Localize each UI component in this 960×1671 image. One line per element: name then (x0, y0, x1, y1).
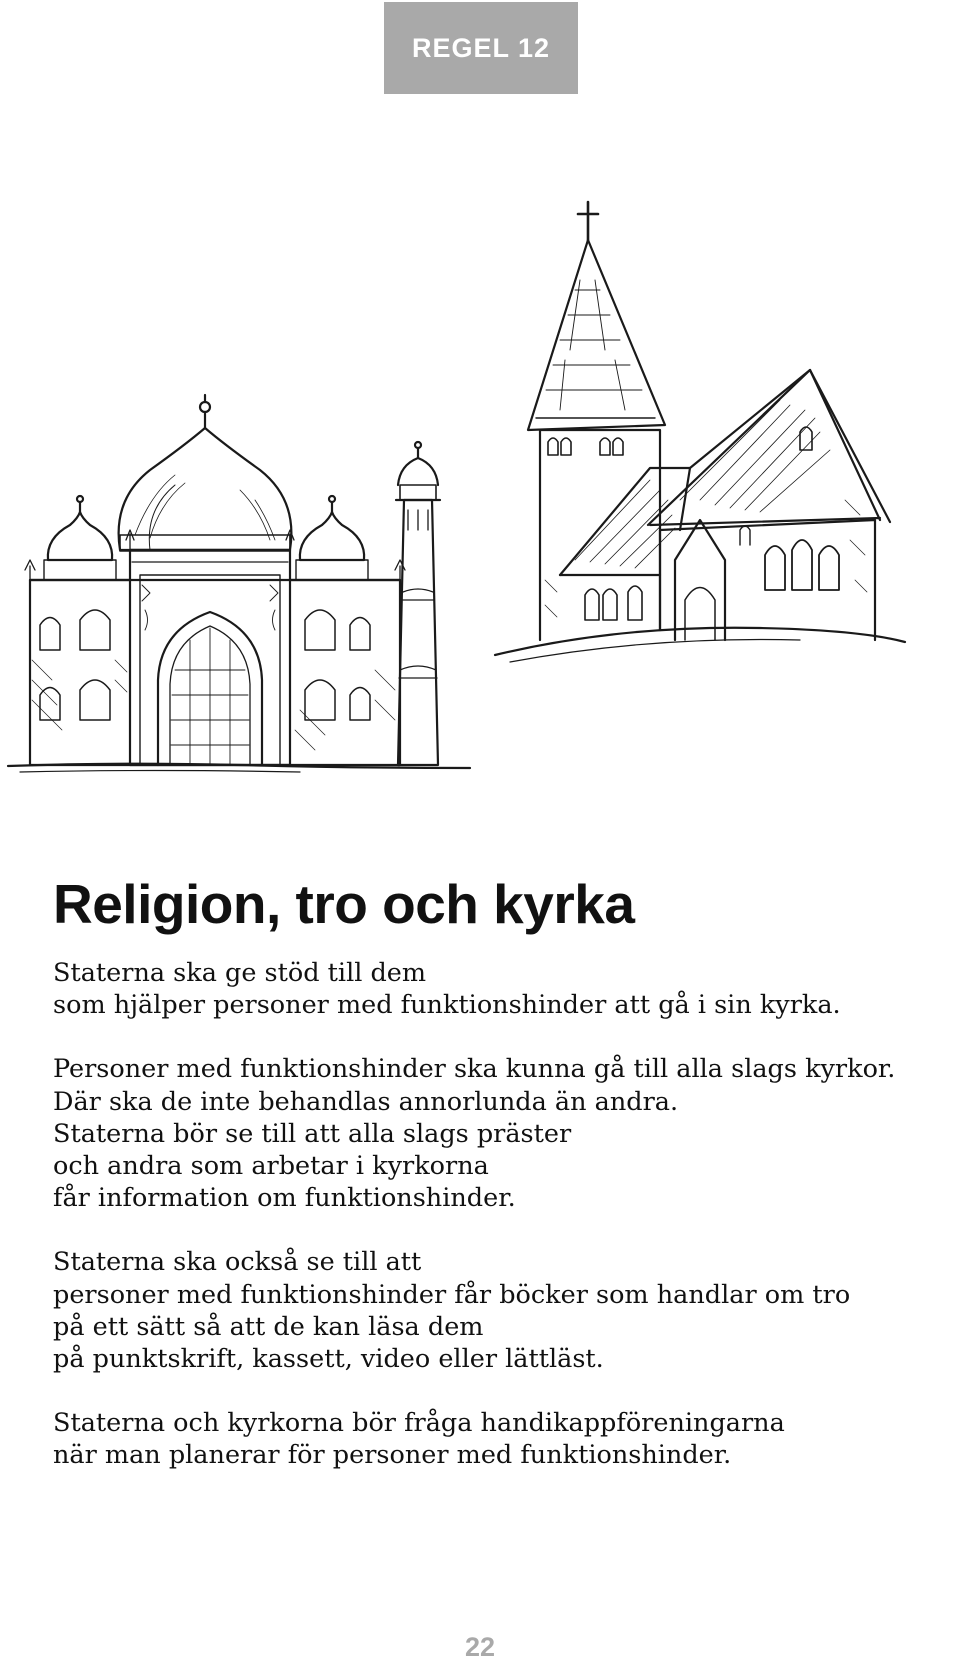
text-line: och andra som arbetar i kyrkorna (53, 1151, 489, 1182)
rule-tag (384, 2, 578, 94)
text-line: när man planerar för personer med funktionshinder. (53, 1440, 732, 1471)
text-line: Där ska de inte behandlas annorlunda än andra. (53, 1086, 679, 1117)
body-text (53, 957, 933, 1504)
text-line: Staterna ska också se till att (53, 1247, 422, 1278)
mosque-illustration (8, 395, 470, 772)
rule-tag-label: REGEL 12 (411, 32, 551, 63)
paragraph-4 (53, 1407, 933, 1471)
text-line: på punktskrift, kassett, video eller lättläst. (53, 1344, 604, 1375)
text-line: Staterna ska ge stöd till dem (53, 958, 427, 988)
text-line: Personer med funktionshinder ska kunna gå till alla slags kyrkor. (53, 1054, 896, 1085)
text-line: får information om funktionshinder. (53, 1183, 516, 1214)
text-line: personer med funktionshinder får böcker som handlar om tro (53, 1279, 851, 1310)
church-illustration (495, 202, 905, 662)
text-line: på ett sätt så att de kan läsa dem (53, 1311, 484, 1342)
text-line: som hjälper personer med funktionshinder att gå i sin kyrka. (53, 990, 841, 1021)
buildings-illustration (0, 200, 960, 790)
paragraph-2 (53, 1053, 933, 1214)
paragraph-3 (53, 1246, 933, 1375)
page-title: Religion, tro och kyrka (53, 873, 635, 935)
text-line: Staterna och kyrkorna bör fråga handikappföreningarna (53, 1408, 785, 1439)
paragraph-1 (53, 957, 933, 1021)
page-number: 22 (464, 1632, 496, 1662)
text-line: Staterna bör se till att alla slags präster (53, 1118, 572, 1149)
